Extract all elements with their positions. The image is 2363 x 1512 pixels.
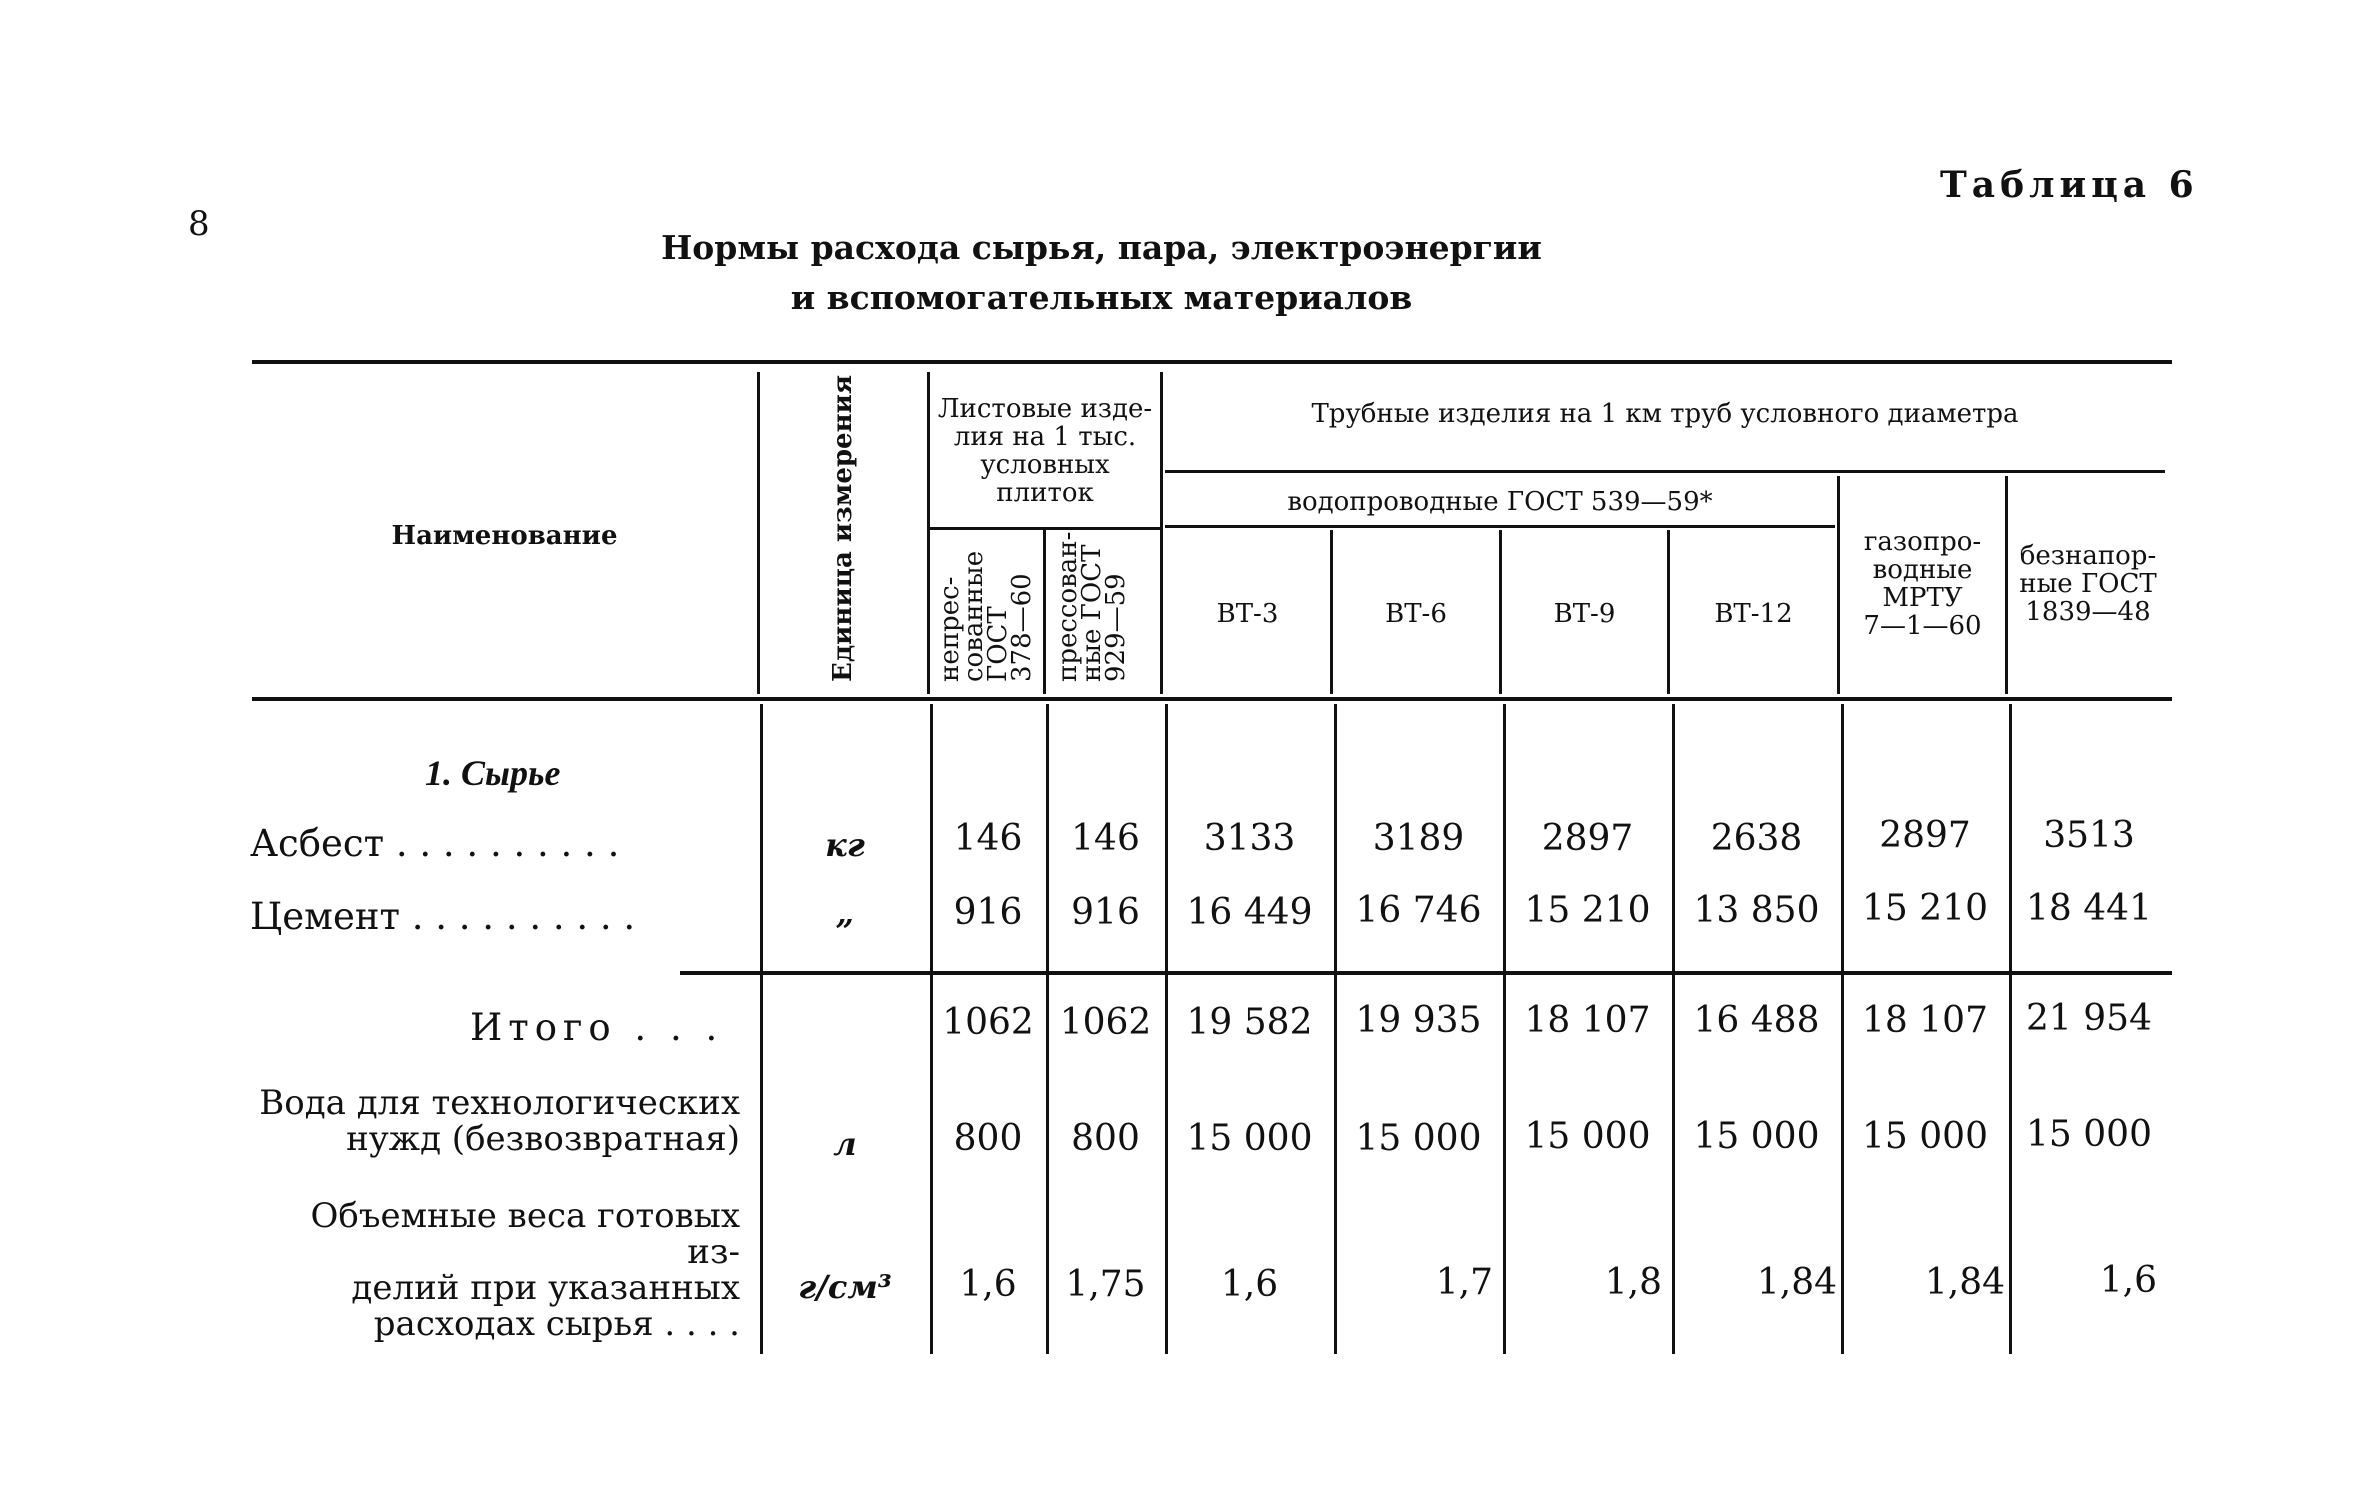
- header-water-group: водопроводные ГОСТ 539—59*: [1287, 487, 1713, 517]
- table-cell: 19 935: [1355, 1000, 1482, 1041]
- body-divider-name-unit: [760, 704, 763, 1354]
- table-title-line-2: и вспомогательных материалов: [790, 278, 1413, 317]
- header-vt12: ВТ-12: [1714, 599, 1793, 629]
- row-unit-density: г/см³: [798, 1268, 892, 1306]
- pipe-group-rule: [1165, 470, 2165, 473]
- table-cell: 18 441: [2026, 888, 2152, 929]
- table-cell: 15 000: [2026, 1114, 2152, 1155]
- header-bottom-rule: [252, 697, 2172, 701]
- table-label: Таблица 6: [1940, 164, 2199, 206]
- header-sheet-group: Листовые изде- лия на 1 тыс. условных плиток: [937, 394, 1153, 508]
- table-cell: 18 107: [1524, 1000, 1651, 1041]
- table-cell: 1,75: [1065, 1264, 1146, 1305]
- row-name-water: Вода для технологических нужд (безвозвратная): [259, 1083, 740, 1159]
- row-name-total: Итого . . .: [470, 1006, 724, 1049]
- table-cell: 1,84: [1756, 1262, 1837, 1303]
- subtotal-rule: [680, 971, 2172, 975]
- table-cell: 1,6: [959, 1264, 1017, 1305]
- table-cell: 15 000: [1355, 1118, 1482, 1159]
- row-unit-water: л: [833, 1125, 857, 1163]
- table-cell: 18 107: [1862, 1000, 1988, 1041]
- table-cell: 19 582: [1186, 1002, 1313, 1043]
- header-vt9: ВТ-9: [1553, 599, 1616, 629]
- table-cell: 1,6: [2099, 1260, 2157, 1301]
- table-cell: 1,8: [1604, 1262, 1662, 1303]
- row-unit-cement: „: [835, 894, 855, 932]
- section-heading-raw: 1. Сырье: [425, 753, 561, 793]
- header-nonpress: безнапор- ные ГОСТ 1839—48: [2019, 541, 2157, 627]
- table-cell: 146: [953, 818, 1023, 859]
- header-gas: газопро- водные МРТУ 7—1—60: [1863, 527, 1982, 641]
- table-cell: 1,6: [1220, 1264, 1279, 1305]
- table-cell: 1062: [942, 1002, 1034, 1043]
- table-title-line-1: Нормы расхода сырья, пара, электроэнергии: [661, 228, 1542, 267]
- table-cell: 800: [1071, 1118, 1140, 1159]
- table-cell: 1,84: [1924, 1262, 2005, 1303]
- table-cell: 16 449: [1186, 892, 1313, 933]
- table-cell: 15 000: [1862, 1116, 1988, 1157]
- row-name-density: Объемные веса готовых из- делий при указанных расходах сырья . . . .: [310, 1196, 740, 1344]
- table-cell: 21 954: [2026, 998, 2152, 1039]
- col-divider-sheet-pipe: [1160, 372, 1163, 694]
- header-vt3: ВТ-3: [1216, 599, 1279, 629]
- col-divider-sheet-inner: [1043, 530, 1046, 694]
- top-rule: [252, 360, 2172, 364]
- table-cell: 16 488: [1693, 1000, 1820, 1041]
- table-cell: 15 210: [1524, 890, 1651, 931]
- header-unit: Единица измерения: [828, 374, 858, 682]
- water-group-rule: [1165, 525, 1835, 528]
- header-vt6: ВТ-6: [1385, 599, 1447, 629]
- table-cell: 3133: [1203, 818, 1296, 859]
- table-cell: 3189: [1372, 818, 1465, 859]
- row-unit-asbestos: кг: [825, 826, 865, 864]
- table-cell: 2638: [1710, 818, 1803, 859]
- table-cell: 1062: [1059, 1002, 1152, 1043]
- row-name-asbestos: Асбест . . . . . . . . . .: [250, 822, 620, 865]
- table-cell: 15 000: [1693, 1116, 1820, 1157]
- table-cell: 16 746: [1355, 890, 1482, 931]
- header-sheet-col-2: прессован- ные ГОСТ 929—59: [1053, 531, 1131, 682]
- table-cell: 3513: [2043, 815, 2135, 856]
- sheet-group-rule: [930, 527, 1162, 530]
- table-cell: 146: [1071, 818, 1140, 859]
- table-cell: 916: [953, 892, 1023, 933]
- table-cell: 1,7: [1435, 1262, 1493, 1303]
- table-cell: 916: [1071, 892, 1140, 933]
- header-pipe-group: Трубные изделия на 1 км труб условного диаметра: [1311, 399, 2019, 429]
- row-name-cement: Цемент . . . . . . . . . .: [250, 895, 636, 938]
- header-name: Наименование: [391, 521, 618, 551]
- header-sheet-col-1: непрес- сованные ГОСТ 378—60: [935, 550, 1037, 682]
- page-number: 8: [188, 204, 210, 244]
- table-cell: 15 000: [1186, 1118, 1313, 1159]
- table-cell: 800: [953, 1118, 1023, 1159]
- table-cell: 15 000: [1524, 1116, 1651, 1157]
- table-cell: 2897: [1541, 818, 1634, 859]
- table-cell: 13 850: [1693, 890, 1820, 931]
- col-divider-name-unit: [757, 372, 760, 694]
- table-cell: 2897: [1879, 815, 1971, 856]
- table-cell: 15 210: [1862, 888, 1988, 929]
